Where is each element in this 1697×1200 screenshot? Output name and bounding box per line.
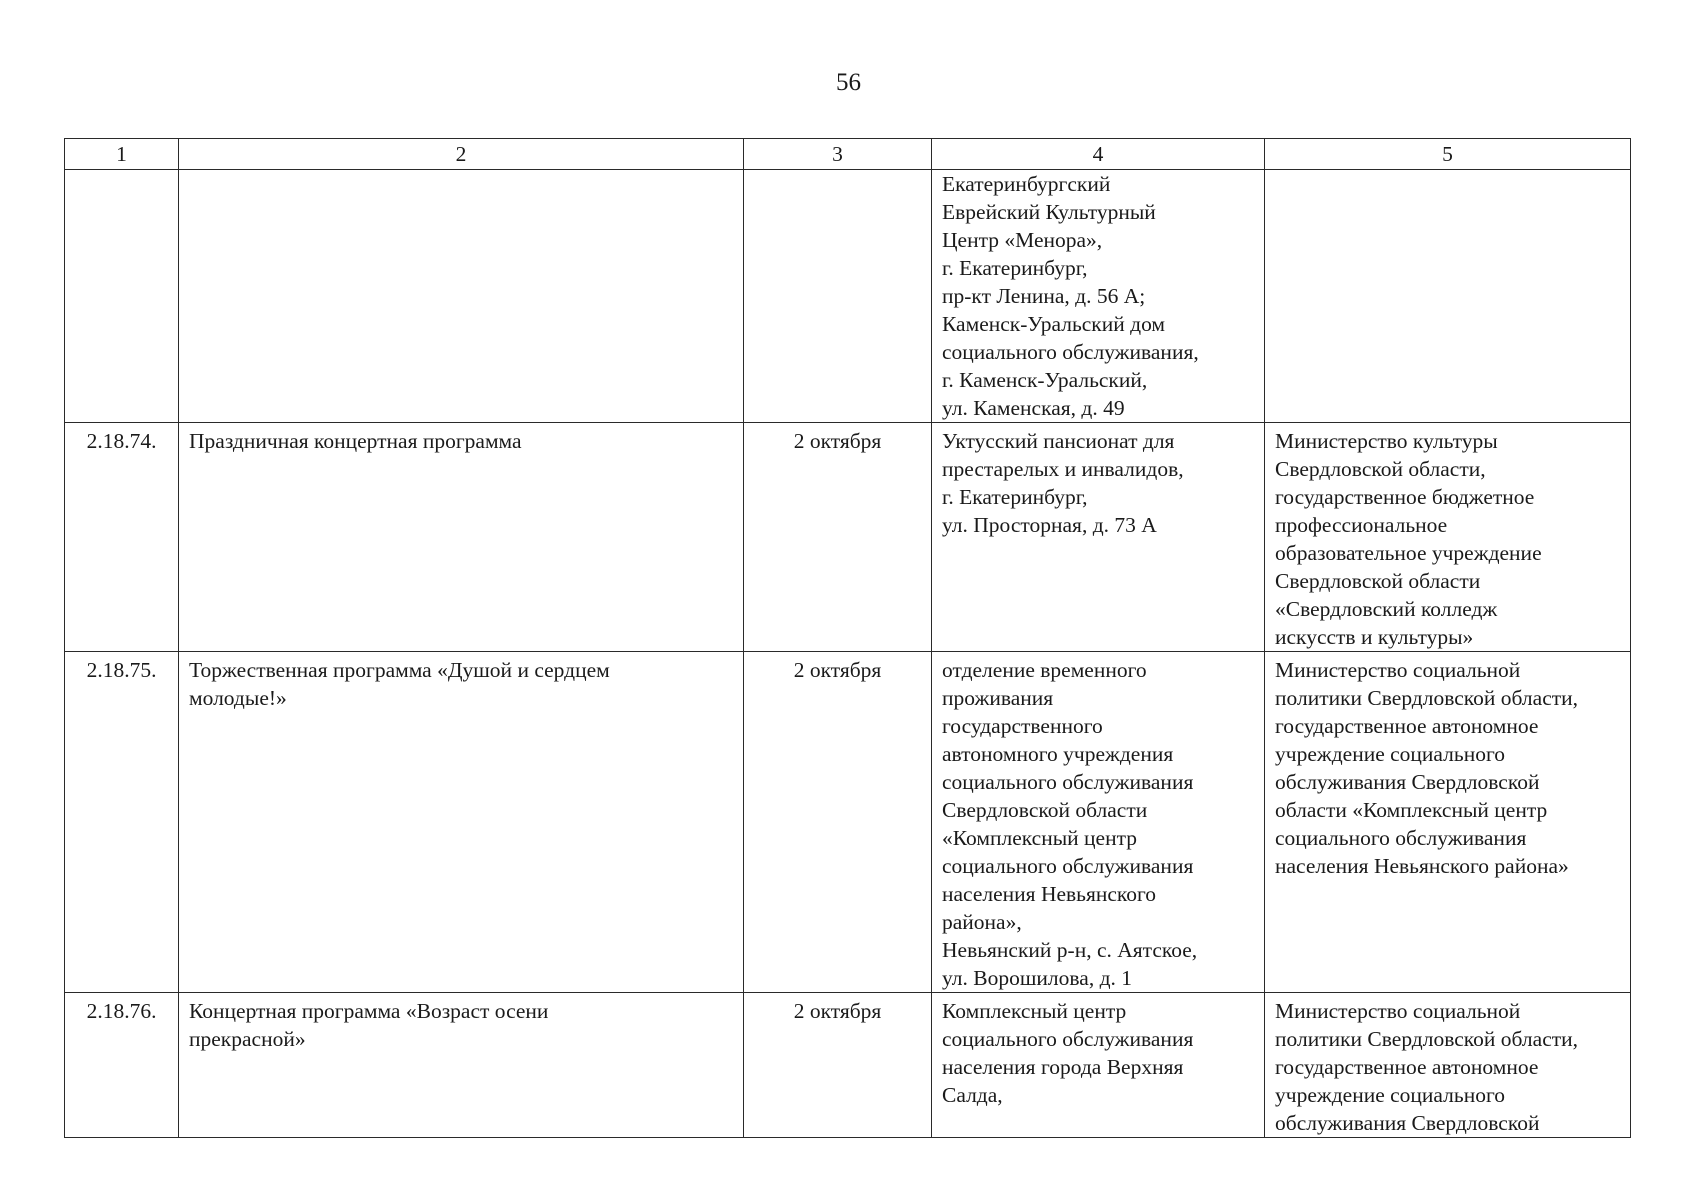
table-row bbox=[65, 170, 1631, 423]
event-date: 2 октября bbox=[744, 423, 932, 652]
event-title bbox=[179, 170, 744, 423]
event-venue: Комплексный центр социального обслуживания населения города Верхняя Салда, bbox=[932, 993, 1265, 1138]
event-organizer: Министерство культуры Свердловской области, государственное бюджетное профессиональное образовательное учреждение Свердловской области «Свердловский колледж искусств и культуры» bbox=[1265, 423, 1631, 652]
page-number: 56 bbox=[836, 69, 861, 96]
event-venue: Уктусский пансионат для престарелых и инвалидов, г. Екатеринбург, ул. Просторная, д. 73 А bbox=[932, 423, 1265, 652]
event-title: Торжественная программа «Душой и сердцем молодые!» bbox=[179, 652, 744, 993]
event-organizer: Министерство социальной политики Свердловской области, государственное автономное учреждение социального обслуживания Свердловской bbox=[1265, 993, 1631, 1138]
row-number: 2.18.75. bbox=[65, 652, 179, 993]
column-header-2: 2 bbox=[179, 139, 744, 170]
table-row bbox=[65, 652, 1631, 993]
event-title: Праздничная концертная программа bbox=[179, 423, 744, 652]
event-date: 2 октября bbox=[744, 993, 932, 1138]
row-number bbox=[65, 170, 179, 423]
events-table bbox=[64, 138, 1631, 1138]
column-header-4: 4 bbox=[932, 139, 1265, 170]
event-organizer: Министерство социальной политики Свердловской области, государственное автономное учреждение социального обслуживания Свердловской области «Комплексный центр социального обслуживания населения Невьянского района» bbox=[1265, 652, 1631, 993]
event-title: Концертная программа «Возраст осени прекрасной» bbox=[179, 993, 744, 1138]
row-number: 2.18.74. bbox=[65, 423, 179, 652]
event-venue: отделение временного проживания государственного автономного учреждения социального обслуживания Свердловской области «Комплексный центр социального обслуживания населения Невьянского района», Невьянский р-н, с. Аятское, ул. Ворошилова, д. 1 bbox=[932, 652, 1265, 993]
event-date bbox=[744, 170, 932, 423]
column-header-5: 5 bbox=[1265, 139, 1631, 170]
table-row bbox=[65, 423, 1631, 652]
column-header-3: 3 bbox=[744, 139, 932, 170]
column-header-1: 1 bbox=[65, 139, 179, 170]
table-row bbox=[65, 993, 1631, 1138]
event-organizer bbox=[1265, 170, 1631, 423]
header-row bbox=[65, 139, 1631, 170]
row-number: 2.18.76. bbox=[65, 993, 179, 1138]
event-venue: Екатеринбургский Еврейский Культурный Центр «Менора», г. Екатеринбург, пр-кт Ленина, д. 56 А; Каменск-Уральский дом социального обслуживания, г. Каменск-Уральский, ул. Каменская, д. 49 bbox=[932, 170, 1265, 423]
event-date: 2 октября bbox=[744, 652, 932, 993]
